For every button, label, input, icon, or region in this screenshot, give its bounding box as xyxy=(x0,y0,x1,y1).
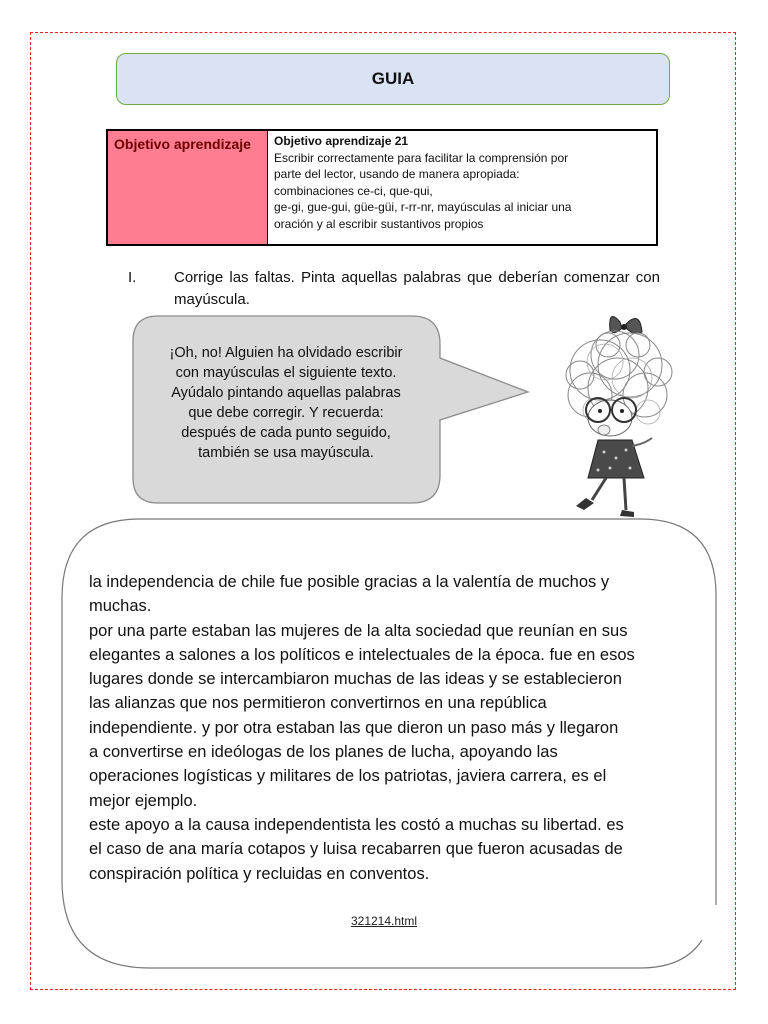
bubble-line: después de cada punto seguido, xyxy=(181,425,391,441)
objective-line: Escribir correctamente para facilitar la comprensión por xyxy=(274,150,569,165)
objective-line: ge-gi, gue-gui, güe-güi, r-rr-nr, mayúsculas al iniciar una xyxy=(274,200,572,214)
objective-label: Objetivo aprendizaje xyxy=(108,131,268,244)
passage-line: las alianzas que nos permitieron convertirnos en una república xyxy=(89,694,547,713)
passage-line: muchas. xyxy=(89,597,152,616)
objective-line: oración y al escribir sustantivos propios xyxy=(274,216,484,231)
passage-line: conspiración política y recluidas en conventos. xyxy=(89,864,430,883)
footer-link[interactable]: 321214.html xyxy=(350,914,418,928)
passage-line: el caso de ana maría cotapos y luisa recabarren que fueron acusadas de xyxy=(89,840,623,859)
bubble-line: con mayúsculas el siguiente texto. xyxy=(175,365,397,381)
passage-line: independiente. y por otra estaban las que dieron un paso más y llegaron xyxy=(89,718,619,737)
passage-line: este apoyo a la causa independentista les costó a muchas su libertad. es xyxy=(89,815,624,834)
passage-line: elegantes a salones a los políticos e intelectuales de la época. fue en esos xyxy=(89,645,635,664)
passage-line: mejor ejemplo. xyxy=(89,791,198,810)
objective-line: parte del lector, usando de manera apropiada: xyxy=(274,167,520,181)
passage-line: operaciones logísticas y militares de los patriotas, javiera carrera, es el xyxy=(89,767,607,786)
bubble-line: ¡Oh, no! Alguien ha olvidado escribir xyxy=(169,345,403,361)
bubble-line: que debe corregir. Y recuerda: xyxy=(188,405,384,421)
bubble-line: también se usa mayúscula. xyxy=(198,445,374,461)
passage-line: por una parte estaban las mujeres de la alta sociedad que reunían en sus xyxy=(89,621,628,640)
passage-text xyxy=(89,570,701,886)
passage-line: lugares donde se intercambiaron muchas de las ideas y se establecieron xyxy=(89,670,622,689)
passage-line: a convertirse en ideólogas de los planes de lucha, apoyando las xyxy=(89,743,558,762)
bubble-line: Ayúdalo pintando aquellas palabras xyxy=(171,385,401,401)
instruction-text: Corrige las faltas. Pinta aquellas palabras que deberían comenzar con mayúscula. xyxy=(174,269,660,308)
passage-line: la independencia de chile fue posible gracias a la valentía de muchos y xyxy=(89,573,610,591)
instruction-number: I. xyxy=(128,269,137,286)
objective-line: combinaciones ce-ci, que-qui, xyxy=(274,183,433,198)
objective-heading: Objetivo aprendizaje 21 xyxy=(274,134,409,148)
page-title: GUIA xyxy=(371,69,415,88)
